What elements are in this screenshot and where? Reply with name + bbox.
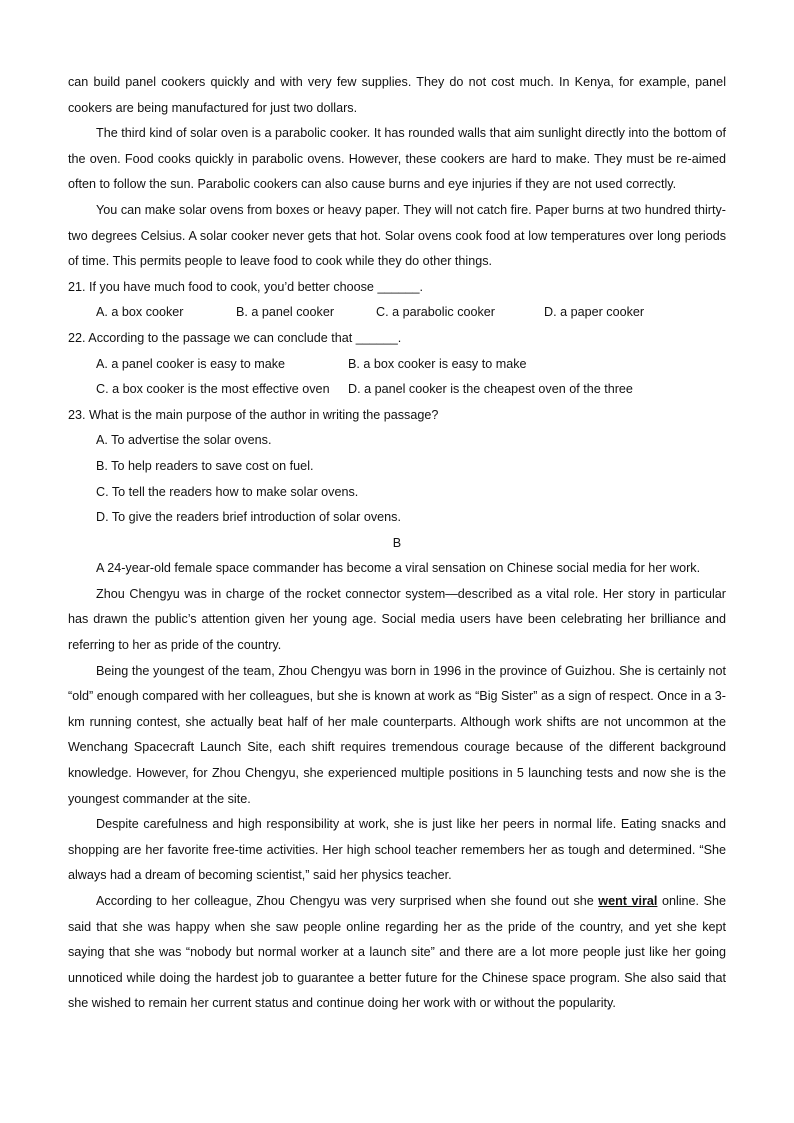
paragraph-5-text-before: According to her colleague, Zhou Chengyu was very surprised when she found out she <box>96 894 599 908</box>
question-23-option-c: C. To tell the readers how to make solar ovens. <box>96 484 359 499</box>
passage-b-paragraph-5 <box>68 889 726 1017</box>
question-22-option-a: A. a panel cooker is easy to make <box>96 356 286 371</box>
passage-a-paragraph-2: The third kind of solar oven is a parabolic cooker. It has rounded walls that aim sunlight directly into the bottom of the oven. Food cooks quickly in parabolic ovens. However, these cookers are hard to make. They must be re-aimed often to follow the sun. Parabolic cookers can also cause burns and eye injuries if they are not used correctly. <box>68 126 726 192</box>
passage-b-paragraph-1: A 24-year-old female space commander has become a viral sensation on Chinese social media for her work. <box>96 561 701 576</box>
question-23-option-a: A. To advertise the solar ovens. <box>96 433 272 448</box>
question-22-option-c: C. a box cooker is the most effective oven <box>96 382 330 397</box>
passage-a-paragraph-1: can build panel cookers quickly and with very few supplies. They do not cost much. In Kenya, for example, panel cookers are being manufactured for just two dollars. <box>68 75 726 115</box>
question-23-option-d: D. To give the readers brief introduction of solar ovens. <box>96 510 401 525</box>
question-23-option-b: B. To help readers to save cost on fuel. <box>96 458 314 473</box>
question-21-option-a: A. a box cooker <box>96 305 184 320</box>
question-21-stem: 21. If you have much food to cook, you’d better choose ______. <box>68 279 423 294</box>
question-21-option-c: C. a parabolic cooker <box>376 305 496 320</box>
document-page <box>68 70 726 1017</box>
passage-b-paragraph-3: Being the youngest of the team, Zhou Chengyu was born in 1996 in the province of Guizhou. She is certainly not “old” enough compared with her colleagues, but she is known at work as “Big Sister” as a sign of respect. Once in a 3-km running contest, she actually beat half of her male counterparts. Although work shifts are not uncommon at the Wenchang Spacecraft Launch Site, each shift requires tremendous courage because of the different background knowledge. However, for Zhou Chengyu, she experienced multiple positions in 5 launching tests and now she is the youngest commander at the site. <box>68 663 726 806</box>
paragraph-5-text-after: online. She said that she was happy when she saw people online regarding her as the pride of the country, and yet she kept saying that she was “nobody but normal worker at a launch site” and there are a lot more people just like her going unnoticed while doing the hardest job to guarantee a better future for the Chinese space program. She also said that she wished to remain her current status and continue doing her work with or without the popularity. <box>68 894 726 1011</box>
passage-a-paragraph-3: You can make solar ovens from boxes or heavy paper. They will not catch fire. Paper burns at two hundred thirty-two degrees Celsius. A solar cooker never gets that hot. Solar ovens cook food at low temperatures over long periods of time. This permits people to leave food to cook while they do other things. <box>68 202 726 269</box>
question-22-stem: 22. According to the passage we can conclude that ______. <box>68 330 402 345</box>
question-21-option-b: B. a panel cooker <box>236 305 335 320</box>
question-22-option-d: D. a panel cooker is the cheapest oven of the three <box>348 382 633 397</box>
went-viral-highlight: went viral <box>598 894 658 908</box>
question-21-option-d: D. a paper cooker <box>544 305 645 320</box>
question-22-option-b: B. a box cooker is easy to make <box>348 356 527 371</box>
passage-b-paragraph-2: Zhou Chengyu was in charge of the rocket connector system—described as a vital role. Her story in particular has drawn the public’s attention given her young age. Social media users have been celebrating her brilliance and referring to her as pride of the country. <box>68 586 726 653</box>
question-23-stem: 23. What is the main purpose of the author in writing the passage? <box>68 407 439 422</box>
question-22-options-row-1 <box>96 352 726 378</box>
passage-b-heading: B <box>392 535 402 550</box>
question-21-options <box>96 300 726 326</box>
question-22-options-row-2 <box>96 377 726 403</box>
passage-b-paragraph-4: Despite carefulness and high responsibility at work, she is just like her peers in normal life. Eating snacks and shopping are her favorite free-time activities. Her high school teacher remembers her as tough and determined. “She always had a dream of becoming scientist,” said her physics teacher. <box>68 817 726 883</box>
